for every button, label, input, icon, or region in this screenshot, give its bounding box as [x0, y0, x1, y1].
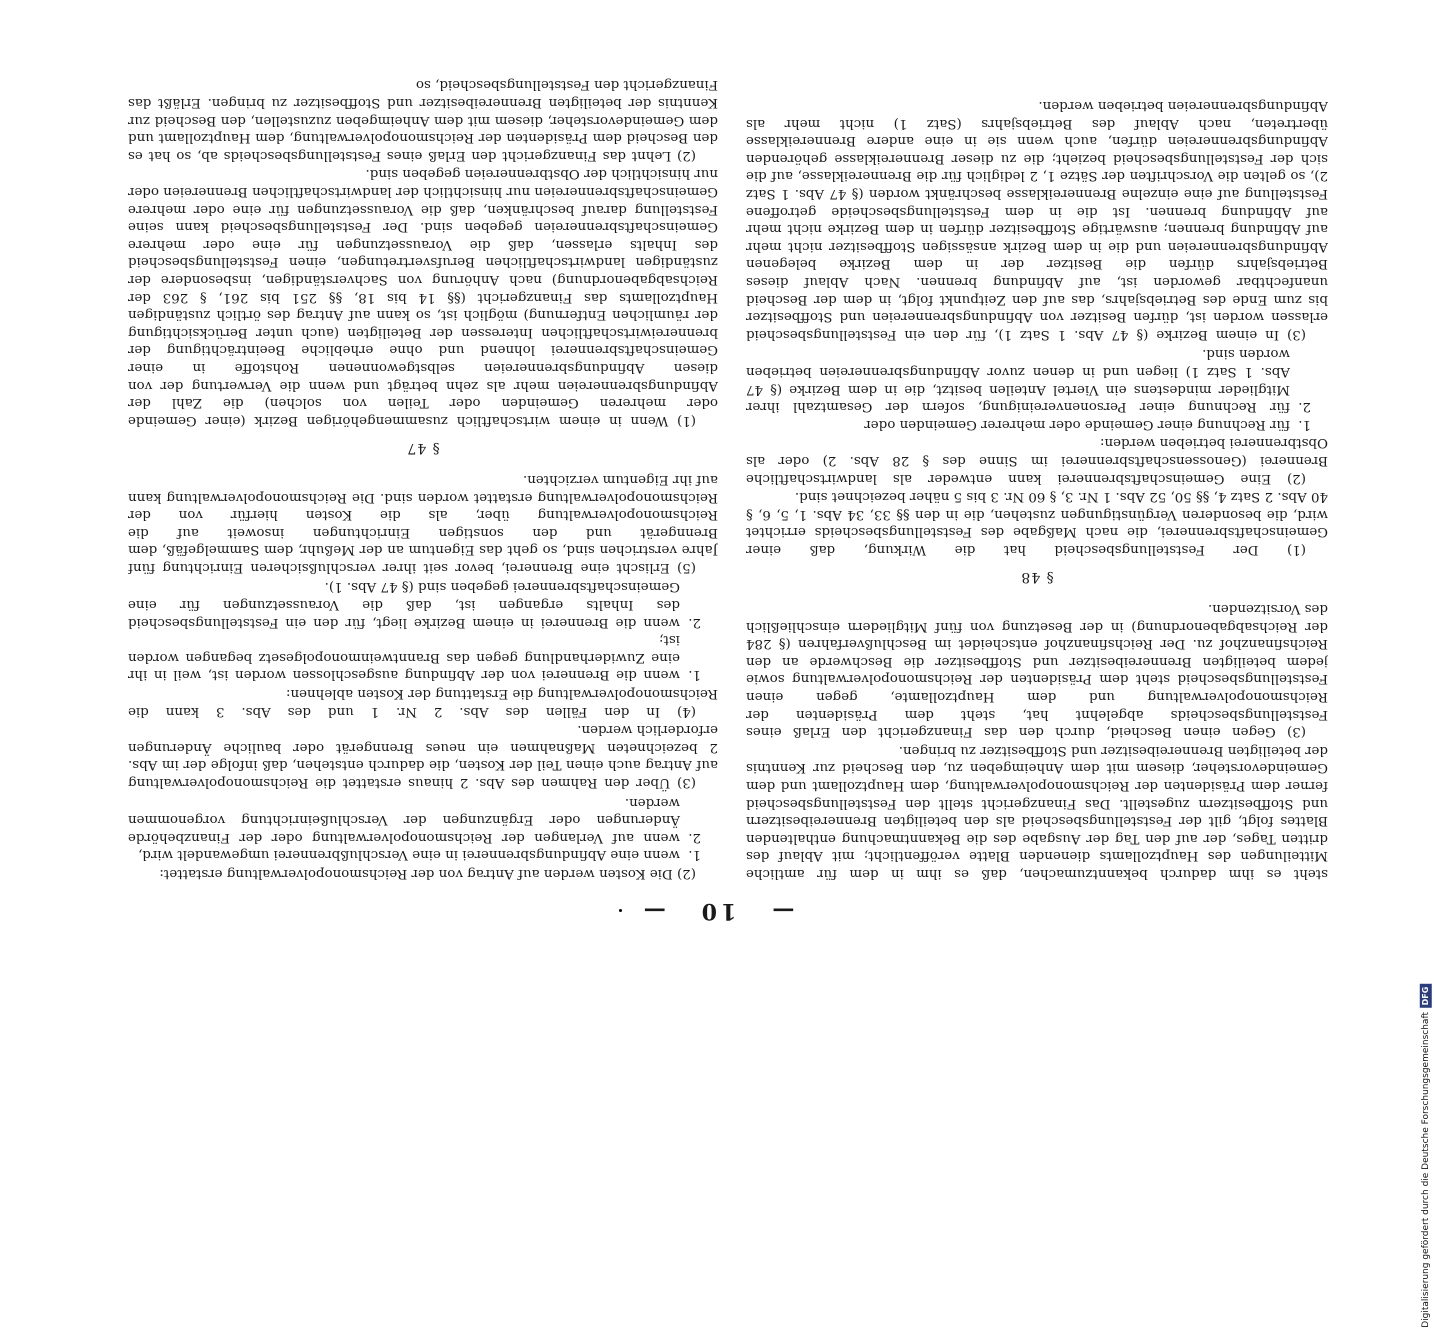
right-column	[128, 42, 718, 882]
paragraph: steht es ihm dadurch bekanntzumachen, daß es ihm in dem für amtliche Mitteilungen des Hauptzollamts dienenden Blatte veröffentlicht; mit Ablauf des dritten Tages, der auf den Tag der Ausgabe des die Bekanntmachung enthaltenden Blattes folgt, gilt der Feststellungsbescheid als den beteiligten Brennereibesitzern und Stoffbesitzern zugestellt. Das Finanzgericht stellt den Feststellungsbescheid ferner dem Präsidenten der Reichsmonopolverwaltung, dem Hauptzollamt und dem Gemeindevorsteher, diesem mit dem Anheimgeben zu, den Bescheid zur Kenntnis der beteiligten Brennereibesitzer und Stoffbesitzer zu bringen.	[746, 742, 1328, 881]
paragraph: (3) Gegen einen Bescheid, durch den das Finanzgericht den Erlaß eines Feststellungsbescheids abgelehnt hat, steht dem Präsidenten der Reichsmonopolverwaltung und dem Hauptzollamte, gegen einen Feststellungsbescheid steht dem Präsidenten der Reichsmonopolverwaltung sowie jedem beteiligten Brennereibesitzer und Stoffbesitzer die Beschwerde an den Reichsfinanzhof zu. Der Reichsfinanzhof entscheidet im Beschlußverfahren (§ 284 der Reichsabgabenordnung) in der Besetzung von fünf Mitgliedern einschließlich des Vorsitzenden.	[746, 601, 1328, 740]
dfg-logo: DFG	[1420, 984, 1432, 1008]
list-item: 1. wenn die Brennerei von der Abfindung ausgeschlossen worden ist, weil in ihr eine Zuwiderhandlung gegen das Branntweinmonopolgesetz begangen worden ist;	[128, 631, 684, 684]
credit-text: Digitalisierung gefördert durch die Deutsche Forschungsgemeinschaft	[1421, 1012, 1431, 1328]
left-column	[746, 42, 1328, 882]
page-header: —10—	[639, 898, 795, 924]
list-item: 2. wenn die Brennerei in einem Bezirke liegt, für den ein Feststellungsbescheid des Inhalts ergangen ist, daß die Voraussetzungen für eine Gemeinschaftsbrennerei gegeben sind (§ 47 Abs. 1).	[128, 578, 684, 631]
paragraph: (5) Erlischt eine Brennerei, bevor seit ihrer verschlußsicheren Einrichtung fünf Jahre verstrichen sind, so geht das Eigentum an der Meßuhr, dem Sammelgefäß, dem Brenngerät und den sonstigen Einrichtungen insoweit auf die Reichsmonopolverwaltung über, als die Kosten hierfür von der Reichsmonopolverwaltung erstattet worden sind. Die Reichsmonopolverwaltung kann auf ihr Eigentum verzichten.	[128, 471, 718, 575]
paragraph: (3) In einem Bezirke (§ 47 Abs. 1 Satz 1), für den ein Feststellungsbescheid erlassen worden ist, dürfen Besitzer von Abfindungsbrennereien und Stoffbesitzer bis zum Ende des Betriebsjahrs, das auf den Zeitpunkt folgt, in dem der Bescheid unanfechtbar geworden ist, auf Abfindung brennen. Nach Ablauf dieses Betriebsjahrs dürfen die Besitzer der in dem Bezirke belegenen Abfindungsbrennereien und die in dem Bezirk ansässigen Stoffbesitzer nicht mehr auf Abfindung brennen; auswärtige Stoffbesitzer dürfen in dem Bezirke nicht mehr auf Abfindung brennen. Ist die in dem Feststellungsbescheide getroffene Feststellung auf eine einzelne Brennereiklasse beschränkt worden (§ 47 Abs. 1 Satz 2), so gelten die Vorschriften der Sätze 1, 2 lediglich für die Brennereiklasse, auf die sich der Feststellungsbescheid bezieht; die zu dieser Brennereiklasse gehörenden Abfindungsbrennereien dürfen, auch wenn sie in eine andere Brennereiklasse übertreten, nach Ablauf des Betriebsjahrs (Satz 1) nicht mehr als Abfindungsbrennereien betrieben werden.	[746, 98, 1328, 342]
section-heading-48: § 48	[1020, 569, 1054, 586]
digitization-credit	[1420, 984, 1432, 1328]
section-heading-47: § 47	[406, 440, 440, 457]
paragraph: (3) Über den Rahmen des Abs. 2 hinaus erstattet die Reichsmonopolverwaltung auf Antrag auch einen Teil der Kosten, die dadurch entstehen, daß infolge der im Abs. 2 bezeichneten Maßnahmen ein neues Brenngerät oder bauliche Änderungen erforderlich werden.	[128, 722, 718, 791]
paragraph: (2) Die Kosten werden auf Antrag von der Reichsmonopolverwaltung erstattet:	[159, 866, 696, 881]
list-item: 2. für Rechnung einer Personenvereinigung, sofern der Gesamtzahl ihrer Mitglieder mindestens ein Viertel Anteilen besitzt, die in dem Bezirke (§ 47 Abs. 1 Satz 1) liegen und in denen zuvor Abfindungsbrennereien betrieben worden sind.	[746, 345, 1294, 415]
paragraph: (1) Der Feststellungsbescheid hat die Wirkung, daß einer Gemeinschaftsbrennerei, die nach Maßgabe des Feststellungsbescheids errichtet wird, die besonderen Vergünstigungen zustehen, die in den §§ 33, 34 Abs. 1, 5, 6, § 40 Abs. 2 Satz 4, §§ 50, 52 Abs. 1 Nr. 3, § 60 Nr. 3 bis 5 näher bezeichnet sind.	[746, 489, 1328, 557]
paragraph: (2) Lehnt das Finanzgericht den Erlaß eines Feststellungsbescheids ab, so hat es den Bescheid dem Präsidenten der Reichsmonopolverwaltung, dem Hauptzollamt und dem Gemeindevorsteher, diesem mit dem Anheimgeben zuzustellen, den Bescheid zur Kenntnis der beteiligten Brennereibesitzer und Stoffbesitzer zu bringen. Erläßt das Finanzgericht den Feststellungsbescheid, so	[128, 77, 718, 163]
list-item: 1. für Rechnung einer Gemeinde oder mehrerer Gemeinden oder	[746, 415, 1294, 433]
numbered-list	[746, 345, 1328, 433]
numbered-list	[128, 793, 718, 863]
page-number: 10	[697, 898, 737, 924]
paragraph: (1) Wenn in einem wirtschaftlich zusammengehörigen Bezirk (einer Gemeinde oder mehreren Gemeinden oder Teilen von solchen) die Zahl der Abfindungsbrennereien mehr als zehn beträgt und wenn die Verwertung der von diesen Abfindungsbrennereien selbstgewonnenen Rohstoffe in einer Gemeinschaftsbrennerei lohnend und ohne erhebliche Beeinträchtigung der brennereiwirtschaftlichen Interessen der Beteiligten (auch unter Berücksichtigung der räumlichen Entfernung) möglich ist, so kann auf Antrag des örtlich zuständigen Hauptzollamts das Finanzgericht (§§ 14 bis 18, §§ 251 bis 261, § 263 der Reichsabgabenordnung) nach Anhörung von Sachverständigen, insbesondere der zuständigen landwirtschaftlichen Berufsvertretungen, einen Feststellungsbescheid des Inhalts erlassen, daß die Voraussetzungen für eine oder mehrere Gemeinschaftsbrennereien gegeben sind. Der Feststellungsbescheid kann seine Feststellung darauf beschränken, daß die Voraussetzungen für eine oder mehrere Gemeinschaftsbrennereien nur hinsichtlich der landwirtschaftlichen Brennereien oder nur hinsichtlich der Obstbrennereien gegeben sind.	[128, 166, 718, 428]
list-item: 1. wenn eine Abfindungsbrennerei in eine Verschlußbrennerei umgewandelt wird,	[128, 846, 684, 864]
list-item: 2. wenn auf Verlangen der Reichsmonopolverwaltung oder der Finanzbehörde Änderungen oder Ergänzungen der Verschlußeinrichtung vorgenommen werden.	[128, 793, 684, 846]
paragraph: (2) Eine Gemeinschaftsbrennerei kann entweder als landwirtschaftliche Brennerei (Genossenschaftsbrennerei im Sinne des § 28 Abs. 2) oder als Obstbrennerei betrieben werden:	[746, 435, 1328, 486]
paragraph: (4) In den Fällen des Abs. 2 Nr. 1 und des Abs. 3 kann die Reichsmonopolverwaltung die Erstattung der Kosten ablehnen:	[128, 686, 718, 719]
numbered-list	[128, 578, 718, 684]
